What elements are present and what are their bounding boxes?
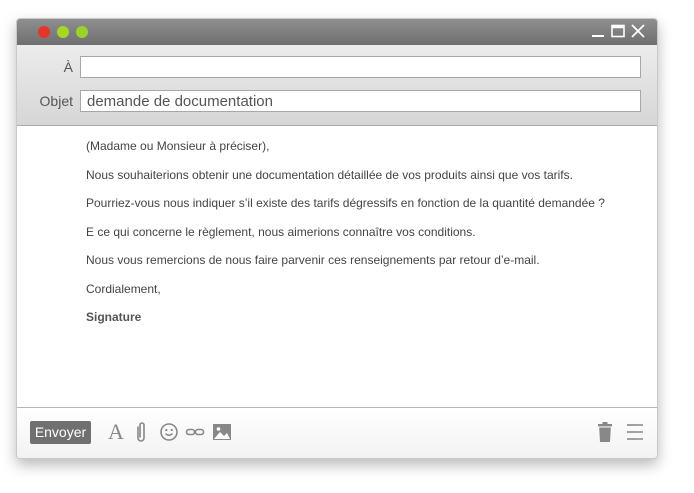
link-icon[interactable] xyxy=(185,420,205,444)
message-line: (Madame ou Monsieur à préciser), xyxy=(86,139,270,153)
maximize-icon[interactable] xyxy=(609,22,627,40)
paperclip-icon[interactable] xyxy=(134,420,148,444)
close-icon[interactable] xyxy=(629,22,647,40)
minimize-icon[interactable] xyxy=(589,22,607,40)
message-line: E ce qui concerne le règlement, nous aimerions connaître vos conditions. xyxy=(86,225,476,239)
to-label: À xyxy=(63,59,73,75)
message-line: Pourriez-vous nous indiquer s’il existe des tarifs dégressifs en fonction de la quantité demandée ? xyxy=(86,196,605,210)
message-body[interactable] xyxy=(17,126,657,406)
font-icon[interactable]: A xyxy=(108,419,124,444)
minimize-dot[interactable] xyxy=(57,26,69,38)
close-dot[interactable] xyxy=(38,26,50,38)
menu-icon[interactable] xyxy=(626,420,644,444)
message-line: Nous vous remercions de nous faire parvenir ces renseignements par retour d’e-mail. xyxy=(86,253,540,267)
compose-header xyxy=(17,45,657,126)
image-icon[interactable] xyxy=(212,420,232,444)
subject-label: Objet xyxy=(39,93,73,109)
email-compose-window xyxy=(16,18,658,459)
send-button[interactable]: Envoyer xyxy=(30,421,91,444)
trash-icon[interactable] xyxy=(597,420,613,444)
signature: Signature xyxy=(86,310,142,324)
compose-toolbar xyxy=(17,407,657,459)
zoom-dot[interactable] xyxy=(76,26,88,38)
title-bar xyxy=(17,19,657,45)
subject-field[interactable]: demande de documentation xyxy=(80,90,641,112)
message-line: Cordialement, xyxy=(86,282,161,296)
message-line: Nous souhaiterions obtenir une documentation détaillée de vos produits ainsi que vos tarifs. xyxy=(86,168,573,182)
to-field[interactable] xyxy=(80,56,641,78)
emoji-icon[interactable] xyxy=(159,420,179,444)
